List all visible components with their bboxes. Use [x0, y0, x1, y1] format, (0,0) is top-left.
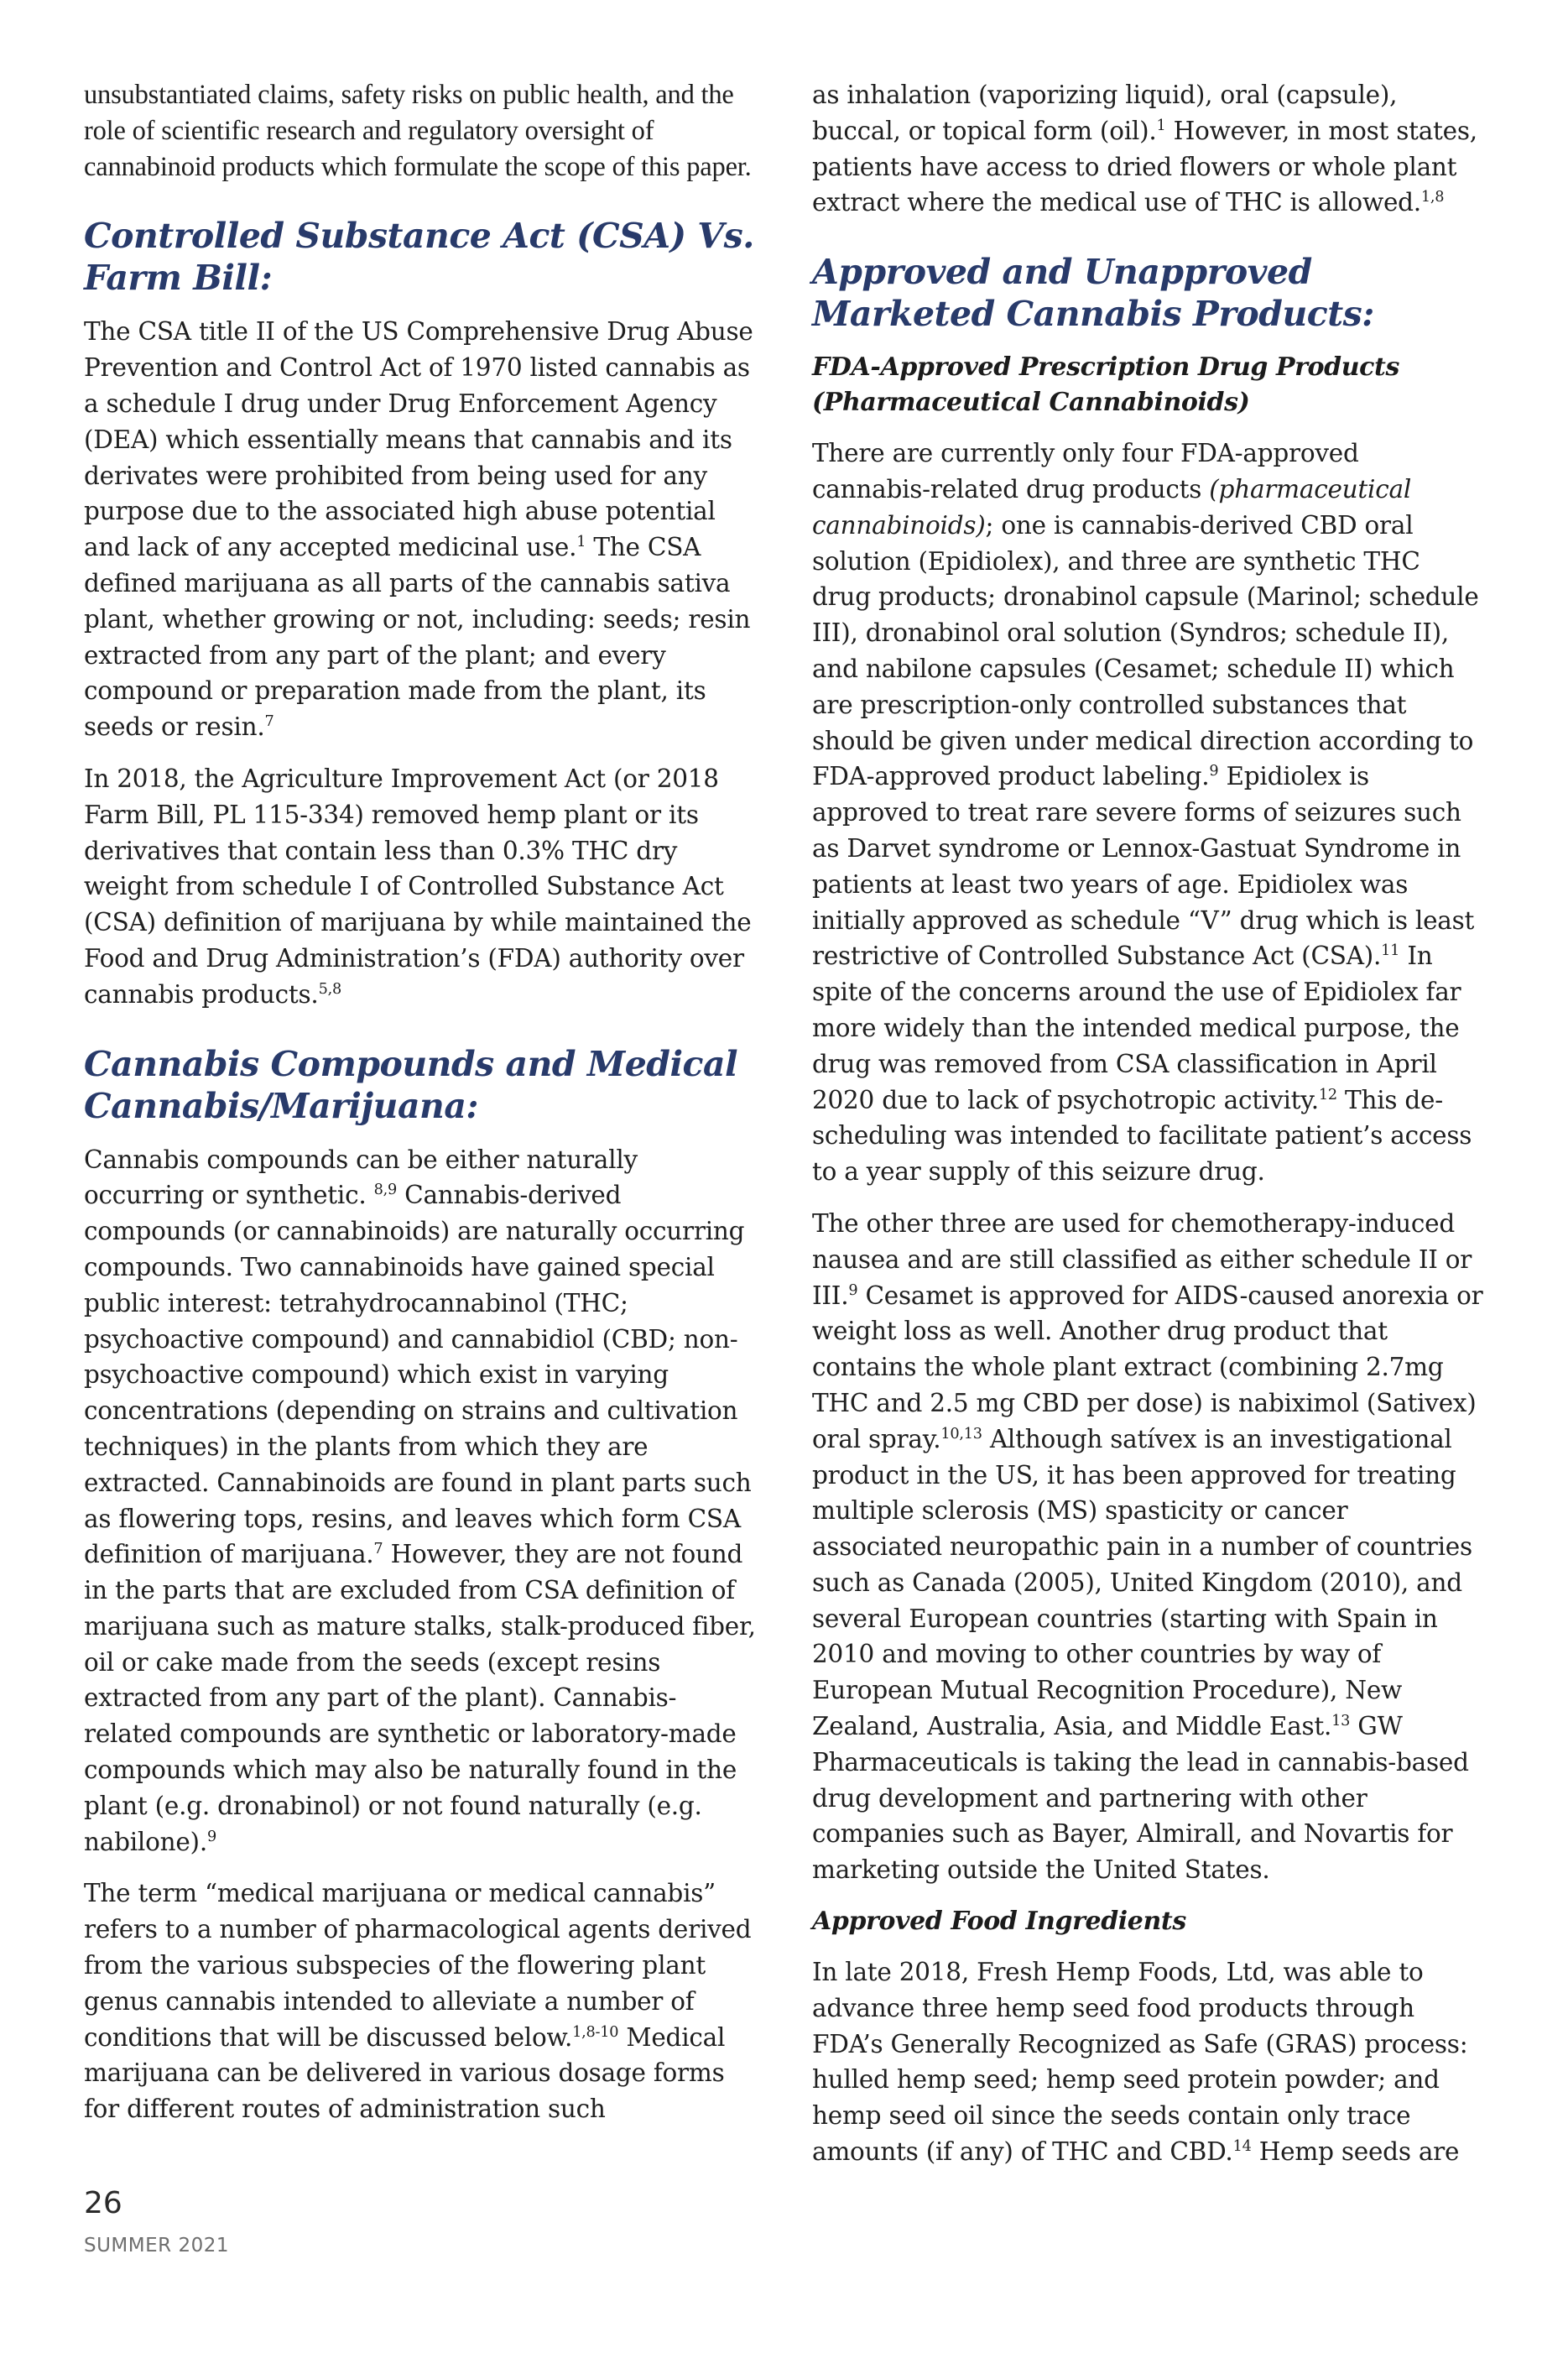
compounds-text-b: Cannabis-derived compounds (or cannabinoids) are naturally occurring compounds. Two cannabinoids have gained special public interest: tetrahydrocannabinol (THC; psychoactive compound) and cannabidiol (CBD; non-psychoactive compound) which exist in varying concentrations (depending on strains and cultivation techniques) in the plants from which they are extracted. Cannabinoids are found in plant parts such as flowering tops, resins, and leaves which form CSA definition of marijuana.: [84, 1181, 752, 1569]
food-paragraph: [812, 1954, 1483, 2170]
compounds-paragraph: [84, 1142, 763, 1860]
citation-ref: 1,8-10: [572, 2023, 619, 2041]
heading-approved-products: Approved and Unapproved Marketed Cannabis Products:: [812, 252, 1374, 335]
left-column: [84, 77, 763, 2143]
csa-text-b: The CSA defined marijuana as all parts of the cannabis sativa plant, whether growing or not, including: seeds; resin extracted from any part of the plant; and every compound or preparation made from the plant, its seeds or resin.: [84, 533, 751, 742]
citation-ref: 7: [373, 1541, 383, 1558]
citation-ref: 12: [1318, 1086, 1337, 1103]
other-drugs-paragraph: [812, 1206, 1483, 1888]
page-footer: [84, 2185, 229, 2262]
medical-text-b: Medical marijuana can be delivered in various dosage forms for different routes of administration such: [84, 2022, 726, 2124]
citation-ref: 7: [264, 713, 274, 731]
farm-bill-text: In 2018, the Agriculture Improvement Act (or 2018 Farm Bill, PL 115-334) removed hemp plant or its derivatives that contain less than 0.3% THC dry weight from schedule I of Controlled Substance Act (CSA) definition of marijuana by while maintained the Food and Drug Administration’s (FDA) authority over cannabis products.: [84, 764, 752, 1009]
citation-ref: 14: [1232, 2138, 1252, 2156]
subheading-prescription-drugs: FDA-Approved Prescription Drug Products (Pharmaceutical Cannabinoids): [812, 352, 1399, 418]
citation-ref: 1: [576, 534, 586, 551]
citation-ref: 11: [1381, 942, 1400, 960]
food-text-a: In late 2018, Fresh Hemp Foods, Ltd, was able to advance three hemp seed food products through FDA’s Generally Recognized as Safe (GRAS) process: hulled hemp seed; hemp seed protein powder; and hemp seed oil since the seeds contain only trace amounts (if any) of THC and CBD.: [812, 1958, 1468, 2167]
prescription-paragraph: [812, 436, 1483, 1190]
csa-text-a: The CSA title II of the US Comprehensive Drug Abuse Prevention and Control Act of 1970 listed cannabis as a schedule I drug under Drug Enforcement Agency (DEA) which essentially means that cannabis and its derivates were prohibited from being used for any purpose due to the associated high abuse potential and lack of any accepted medicinal use.: [84, 317, 753, 562]
other-text-b: Cesamet is approved for AIDS-caused anorexia or weight loss as well. Another drug product that contains the whole plant extract (combining 2.7mg THC and 2.5 mg CBD per dose) is nabiximol (Sativex) oral spray.: [812, 1281, 1483, 1453]
page-number: 26: [84, 2186, 122, 2220]
other-text-d: GW Pharmaceuticals is taking the lead in cannabis-based drug development and partnering with other companies such as Bayer, Almirall, and Novartis for marketing outside the United States.: [812, 1712, 1469, 1885]
citation-ref: 10,13: [940, 1425, 982, 1443]
rx-text-b: ; one is cannabis-derived CBD oral solution (Epidiolex), and three are synthetic THC drug products; dronabinol capsule (Marinol; schedule III), dronabinol oral solution (Syndros; schedule II), and nabilone capsules (Cesamet; schedule II) which are prescription-only controlled substances that should be given under medical direction according to FDA-approved product labeling.: [812, 510, 1479, 791]
rx-text-a: There are currently only four FDA-approved cannabis-related drug products: [812, 439, 1359, 503]
rx-text-d: In spite of the concerns around the use of Epidiolex far more widely than the intended medical purpose, the drug was removed from CSA classification in April 2020 due to lack of psychotropic activity.: [812, 942, 1461, 1114]
heading-csa-vs-farm-bill: Controlled Substance Act (CSA) Vs. Farm Bill:: [84, 216, 754, 299]
citation-ref: 9: [1209, 763, 1219, 780]
continuation-text-b: However, in most states, patients have access to dried flowers or whole plant extract where the medical use of THC is allowed.: [812, 116, 1477, 217]
csa-paragraph: [84, 314, 763, 745]
medical-marijuana-paragraph: [84, 1876, 763, 2127]
rx-text-italic: (pharmaceutical cannabinoids): [812, 474, 1412, 540]
other-text-a: The other three are used for chemotherapy-induced nausea and are still classified as either schedule II or III.: [812, 1208, 1472, 1310]
compounds-text-a: Cannabis compounds can be either naturally occurring or synthetic.: [84, 1145, 638, 1210]
continuation-text-a: as inhalation (vaporizing liquid), oral (capsule), buccal, or topical form (oil).: [812, 81, 1398, 145]
rx-text-c: Epidiolex is approved to treat rare severe forms of seizures such as Darvet syndrome or Lennox-Gastuat Syndrome in patients at least two years of age. Epidiolex was initially approved as schedule “V” drug which is least restrictive of Controlled Substance Act (CSA).: [812, 762, 1475, 971]
compounds-text-c: However, they are not found in the parts that are excluded from CSA definition of marijuana such as mature stalks, stalk-produced fiber, oil or cake made from the seeds (except resins extracted from any part of the plant). Cannabis-related compounds are synthetic or laboratory-made compounds which may also be naturally found in the plant (e.g. dronabinol) or not found naturally (e.g. nabilone).: [84, 1540, 756, 1856]
citation-ref: 8,9: [373, 1182, 398, 1199]
citation-ref: 5,8: [318, 980, 341, 998]
citation-ref: 13: [1331, 1713, 1351, 1730]
citation-ref: 9: [206, 1828, 216, 1845]
citation-ref: 1: [1156, 117, 1166, 134]
heading-cannabis-compounds: Cannabis Compounds and Medical Cannabis/Marijuana:: [84, 1043, 738, 1126]
right-column: [812, 77, 1483, 2186]
medical-text-a: The term “medical marijuana or medical cannabis” refers to a number of pharmacological agents derived from the various subspecies of the flowering plant genus cannabis intended to alleviate a number of conditions that will be discussed below.: [84, 1879, 752, 2052]
issue-label: SUMMER 2021: [84, 2235, 229, 2256]
citation-ref: 9: [848, 1281, 858, 1299]
intro-paragraph: unsubstantiated claims, safety risks on public health, and the role of scientific research and regulatory oversight of cannabinoid products which formulate the scope of this paper.: [84, 80, 752, 182]
farm-bill-paragraph: [84, 761, 763, 1013]
food-text-b: Hemp seeds are: [1251, 2137, 1460, 2167]
other-text-c: Although satívex is an investigational product in the US, it has been approved for treating multiple sclerosis (MS) spasticity or cancer associated neuropathic pain in a number of countries such as Canada (2005), United Kingdom (2010), and several European countries (starting with Spain in 2010 and moving to other countries by way of European Mutual Recognition Procedure), New Zealand, Australia, Asia, and Middle East.: [812, 1424, 1472, 1741]
subheading-food-ingredients: Approved Food Ingredients: [812, 1907, 1186, 1937]
continuation-paragraph: [812, 77, 1483, 221]
citation-ref: 1,8: [1420, 189, 1445, 206]
rx-text-e: This de-scheduling was intended to facilitate patient’s access to a year supply of this seizure drug.: [812, 1085, 1472, 1187]
